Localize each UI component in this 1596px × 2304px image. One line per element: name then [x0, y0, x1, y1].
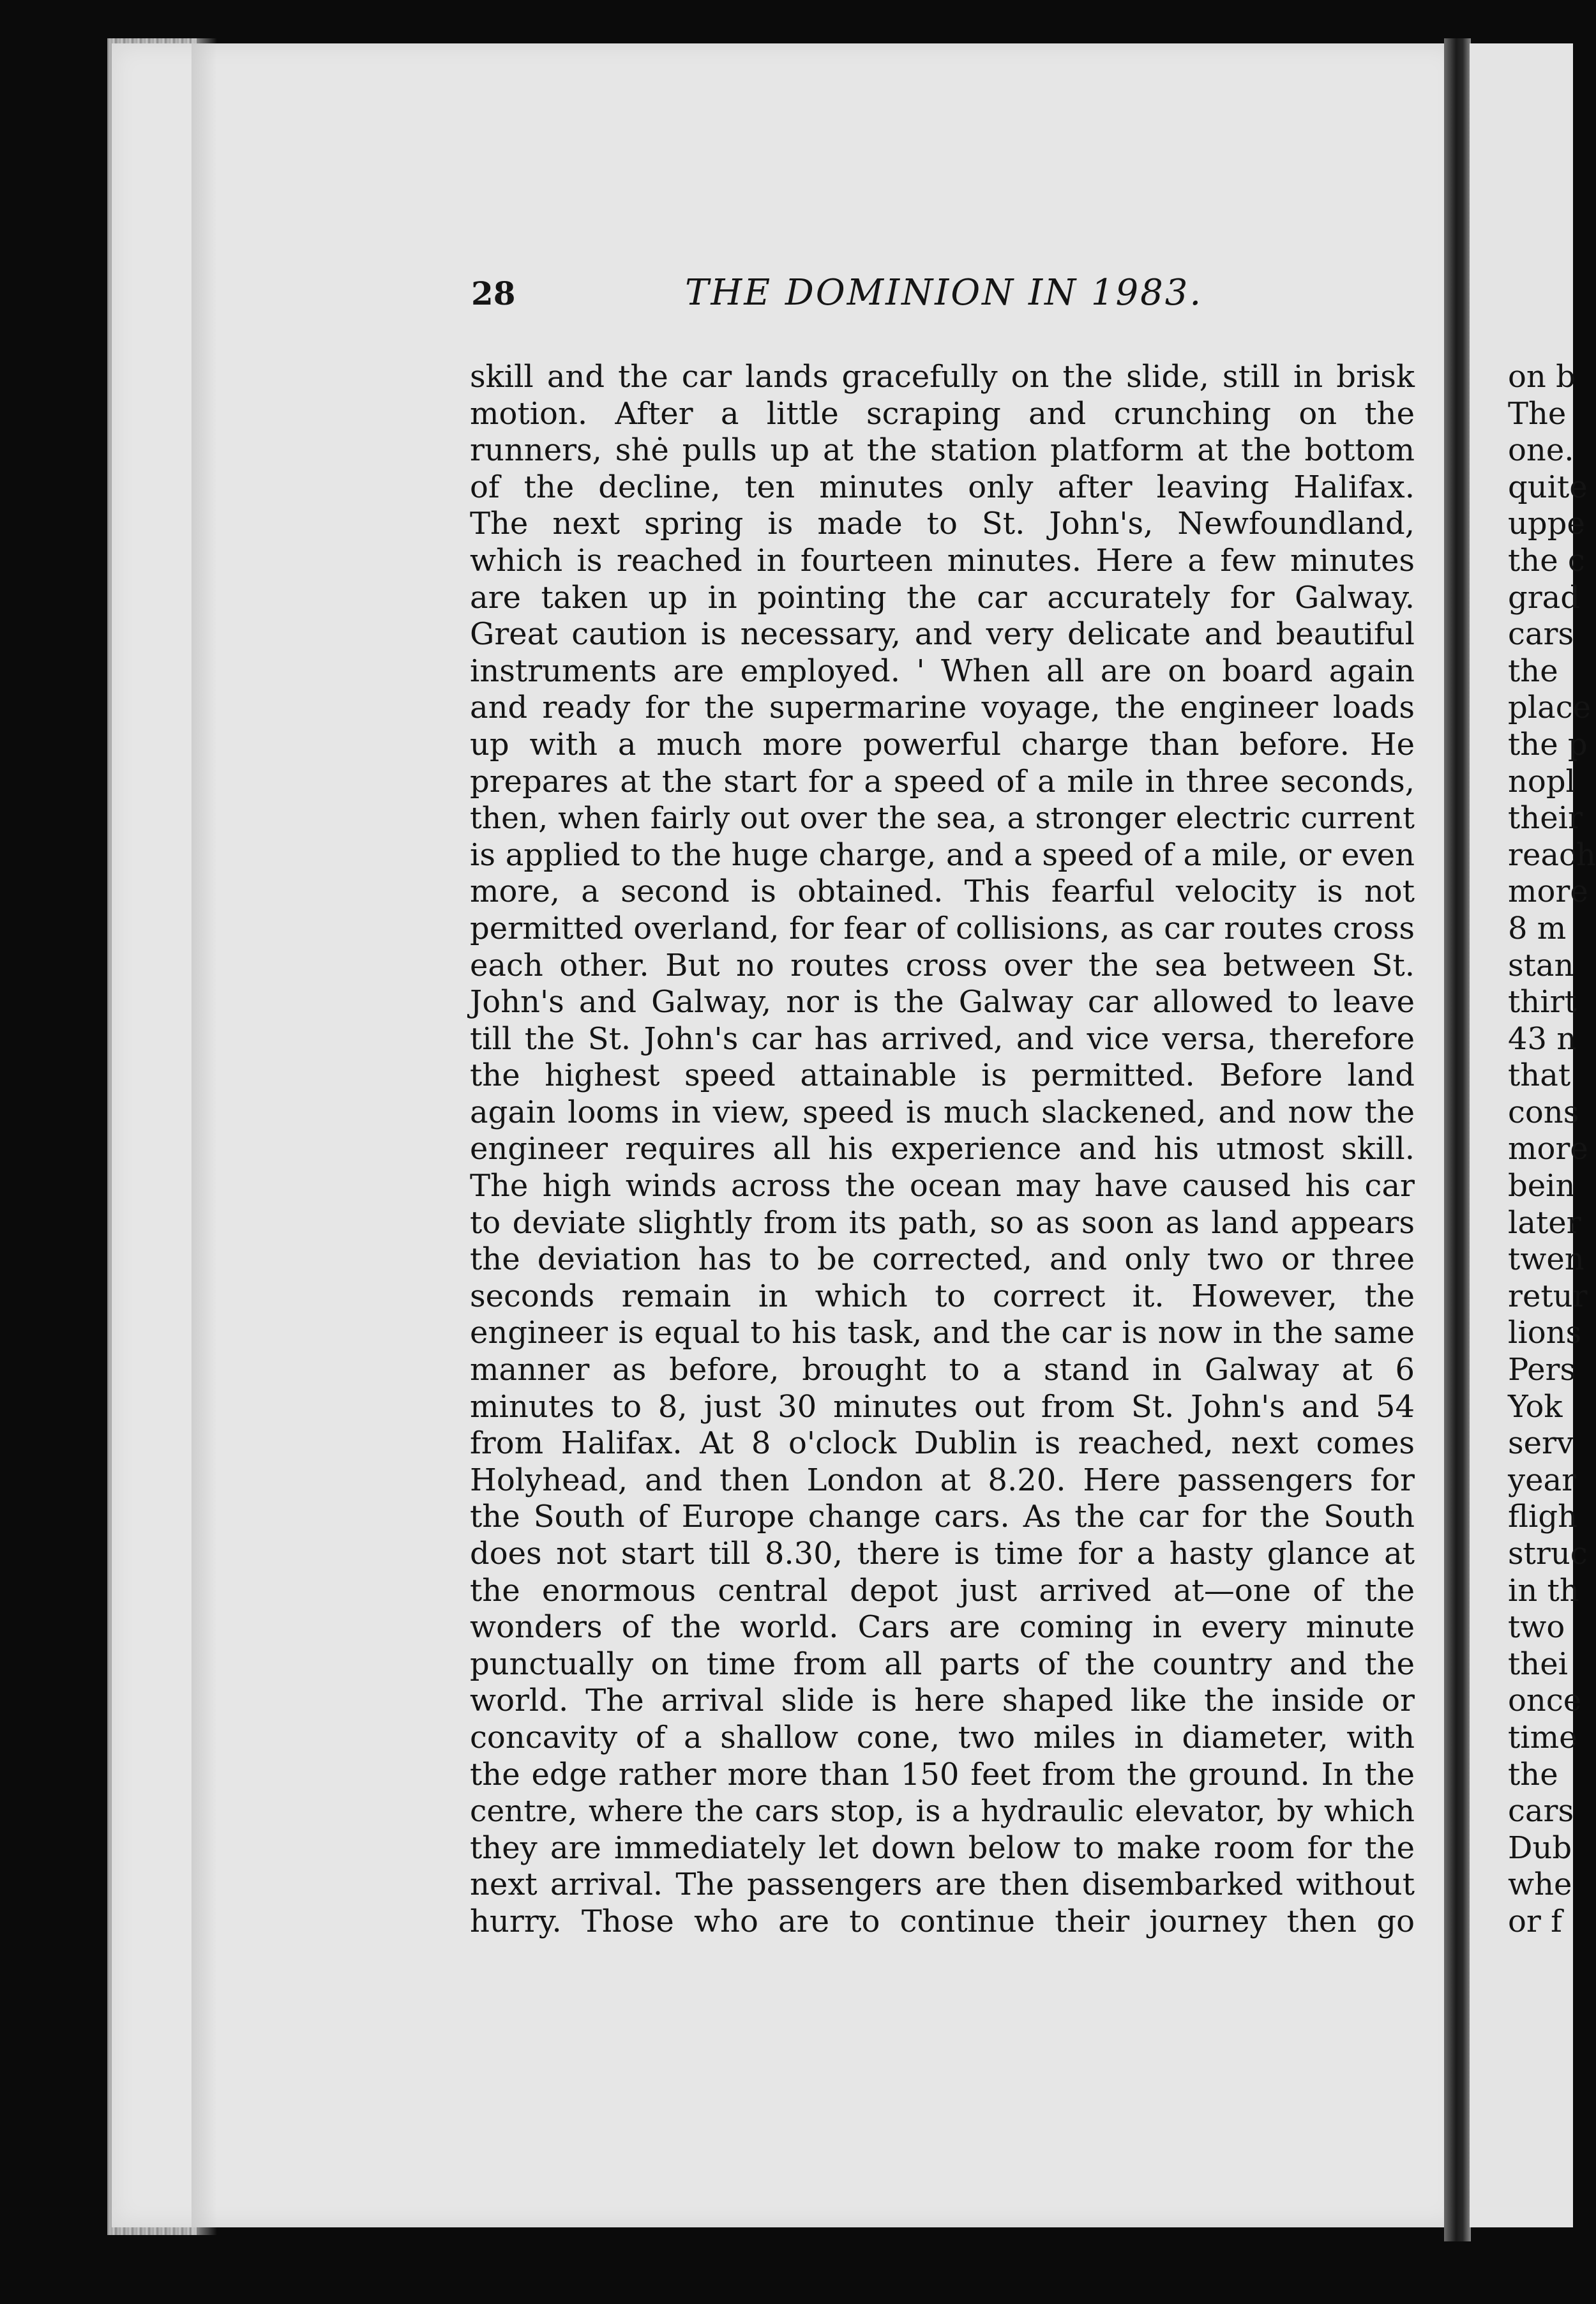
text-line: up with a much more powerful charge than before. He — [470, 726, 1415, 762]
right-text-fragment: The — [1508, 395, 1567, 432]
text-line: they are immediately let down below to make room for the — [470, 1830, 1415, 1866]
right-text-fragment: thei — [1508, 1646, 1568, 1682]
text-line: and ready for the supermarine voyage, the engineer loads — [470, 690, 1415, 726]
right-text-fragment: retur — [1508, 1278, 1588, 1314]
text-line: permitted overland, for fear of collisions, as car routes cross — [470, 910, 1415, 946]
text-line: concavity of a shallow cone, two miles in diameter, with — [470, 1719, 1415, 1755]
right-text-fragment: place — [1508, 690, 1591, 726]
right-text-fragment: fligh — [1508, 1499, 1578, 1535]
right-text-fragment: whe — [1508, 1867, 1572, 1903]
text-line: then, when fairly out over the sea, a stronger electric current — [470, 801, 1415, 837]
right-text-fragment: cons — [1508, 1094, 1579, 1130]
text-line: are taken up in pointing the car accurately for Galway. — [470, 579, 1415, 616]
text-line: Great caution is necessary, and very delicate and beautiful — [470, 616, 1415, 653]
right-text-fragment: the p — [1508, 726, 1588, 762]
text-line: the enormous central depot just arrived at—one of the — [470, 1572, 1415, 1609]
right-text-fragment: quite — [1508, 469, 1588, 505]
right-text-fragment: that — [1508, 1057, 1571, 1094]
text-line: John's and Galway, nor is the Galway car allowed to leave — [470, 984, 1415, 1020]
text-line: of the decline, ten minutes only after leaving Halifax. — [470, 469, 1415, 505]
text-line: The high winds across the ocean may have caused his car — [470, 1168, 1415, 1204]
text-line: Holyhead, and then London at 8.20. Here passengers for — [470, 1462, 1415, 1498]
text-line: wonders of the world. Cars are coming in every minute — [470, 1609, 1415, 1646]
text-line: the edge rather more than 150 feet from the ground. In the — [470, 1756, 1415, 1792]
right-text-fragment: bein — [1508, 1168, 1576, 1204]
right-text-fragment: cars — [1508, 1793, 1574, 1830]
right-text-fragment: struc — [1508, 1536, 1588, 1572]
text-line: again looms in view, speed is much slackened, and now the — [470, 1094, 1415, 1130]
text-line: manner as before, brought to a stand in Galway at 6 — [470, 1352, 1415, 1388]
text-line: more, a second is obtained. This fearful velocity is not — [470, 874, 1415, 910]
text-line: centre, where the cars stop, is a hydraulic elevator, by which — [470, 1794, 1415, 1830]
text-line: from Halifax. At 8 o'clock Dublin is reached, next comes — [470, 1425, 1415, 1462]
right-text-fragment: stan — [1508, 947, 1574, 983]
text-line: The next spring is made to St. John's, Newfoundland, — [470, 506, 1415, 542]
right-text-fragment: uppe — [1508, 506, 1585, 542]
right-text-fragment: 8 m — [1508, 910, 1567, 946]
text-line: world. The arrival slide is here shaped like the inside or — [470, 1683, 1415, 1719]
text-line: the highest speed attainable is permitted. Before land — [470, 1057, 1415, 1094]
text-line: prepares at the start for a speed of a mile in three seconds, — [470, 763, 1415, 800]
text-line: hurry. Those who are to continue their journey then go — [470, 1903, 1415, 1939]
text-line: does not start till 8.30, there is time for a hasty glance at — [470, 1536, 1415, 1572]
right-text-fragment: in th — [1508, 1572, 1579, 1609]
text-line: engineer is equal to his task, and the car is now in the same — [470, 1315, 1415, 1351]
right-text-fragment: once — [1508, 1683, 1582, 1719]
right-text-fragment: Yok — [1508, 1388, 1563, 1425]
text-line: next arrival. The passengers are then disembarked without — [470, 1867, 1415, 1903]
right-text-fragment: cars — [1508, 616, 1574, 653]
right-text-fragment: on b — [1508, 359, 1576, 395]
right-text-fragment: one. — [1508, 432, 1574, 469]
right-text-fragment: more — [1508, 1131, 1588, 1167]
right-text-fragment: reach — [1508, 837, 1596, 873]
right-text-fragment: the — [1508, 653, 1558, 689]
page-edges-shadow — [192, 38, 217, 2235]
book-gutter — [1444, 38, 1471, 2241]
text-line: instruments are employed. ' When all are on board again — [470, 653, 1415, 689]
text-line: the deviation has to be corrected, and only two or three — [470, 1241, 1415, 1278]
running-title: THE DOMINION IN 1983. — [685, 272, 1203, 314]
right-text-fragment: their — [1508, 800, 1583, 837]
page-number: 28 — [471, 275, 516, 312]
right-text-fragment: year — [1508, 1462, 1577, 1498]
text-line: to deviate slightly from its path, so as soon as land appears — [470, 1204, 1415, 1241]
right-text-fragment: Dub — [1508, 1830, 1572, 1866]
right-text-fragment: two — [1508, 1609, 1565, 1646]
page-header — [471, 272, 1416, 326]
text-line: runners, shė pulls up at the station platform at the bottom — [470, 432, 1415, 469]
right-page-text — [1508, 359, 1596, 1941]
right-text-fragment: or f — [1508, 1903, 1562, 1939]
text-line: punctually on time from all parts of the country and the — [470, 1646, 1415, 1682]
right-text-fragment: later — [1508, 1204, 1581, 1241]
text-line: seconds remain in which to correct it. However, the — [470, 1278, 1415, 1314]
text-line: motion. After a little scraping and crunching on the — [470, 395, 1415, 432]
right-text-fragment: grad — [1508, 579, 1581, 616]
text-line: which is reached in fourteen minutes. Here a few minutes — [470, 542, 1415, 579]
right-text-fragment: more — [1508, 874, 1588, 910]
right-text-fragment: the — [1508, 1756, 1558, 1792]
text-line: till the St. John's car has arrived, and vice versa, therefore — [470, 1020, 1415, 1057]
right-text-fragment: nopl — [1508, 763, 1576, 800]
text-line: minutes to 8, just 30 minutes out from St. John's and 54 — [470, 1388, 1415, 1425]
text-line: the South of Europe change cars. As the car for the South — [470, 1499, 1415, 1535]
right-text-fragment: the c — [1508, 542, 1585, 579]
text-line: each other. But no routes cross over the sea between St. — [470, 947, 1415, 983]
right-text-fragment: Pers — [1508, 1352, 1576, 1388]
right-text-fragment: time — [1508, 1719, 1577, 1755]
right-text-fragment: thirt — [1508, 984, 1577, 1020]
text-line: is applied to the huge charge, and a speed of a mile, or even — [470, 837, 1415, 873]
body-text — [470, 359, 1415, 1941]
right-text-fragment: 43 n — [1508, 1020, 1577, 1057]
right-text-fragment: serv — [1508, 1425, 1574, 1462]
right-text-fragment: twen — [1508, 1241, 1585, 1278]
text-line: skill and the car lands gracefully on the slide, still in brisk — [470, 359, 1415, 395]
text-line: engineer requires all his experience and his utmost skill. — [470, 1131, 1415, 1167]
right-text-fragment: lions — [1508, 1315, 1582, 1351]
